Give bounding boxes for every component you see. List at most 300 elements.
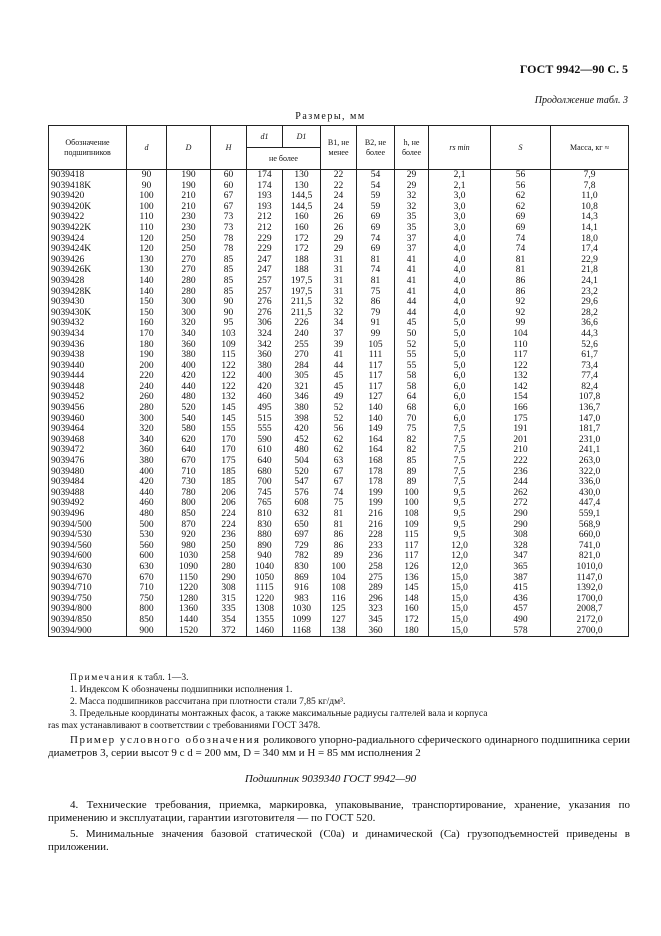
cell-value: 321 (283, 382, 321, 393)
cell-value: 100 (127, 191, 167, 202)
table-notes (48, 672, 628, 732)
cell-value: 32 (321, 308, 357, 319)
cell-value: 199 (357, 498, 395, 509)
cell-value: 290 (491, 509, 551, 520)
cell-value: 710 (127, 583, 167, 594)
cell-value: 983 (283, 594, 321, 605)
cell-value: 154 (491, 392, 551, 403)
cell-value: 212 (247, 223, 283, 234)
cell-value: 85 (211, 287, 247, 298)
table-row (49, 562, 629, 573)
note-3: 3. Предельные координаты монтажных фасок, а также максимальные радиусы галтелей вала и корпуса (70, 709, 488, 719)
cell-value: 680 (247, 467, 283, 478)
cell-value: 800 (167, 498, 211, 509)
col-d-header: d (127, 126, 167, 170)
cell-value: 1040 (247, 562, 283, 573)
cell-value: 90 (127, 170, 167, 181)
cell-value: 55 (395, 361, 429, 372)
cell-value: 1220 (167, 583, 211, 594)
cell-value: 850 (167, 509, 211, 520)
cell-value: 578 (491, 626, 551, 637)
cell-value: 260 (127, 392, 167, 403)
cell-value: 495 (247, 403, 283, 414)
cell-designation: 9039428K (49, 287, 127, 298)
cell-value: 2,1 (429, 170, 491, 181)
cell-value: 320 (167, 318, 211, 329)
cell-value: 74 (491, 234, 551, 245)
cell-value: 100 (395, 488, 429, 499)
cell-value: 250 (211, 541, 247, 552)
cell-value: 150 (127, 297, 167, 308)
table-row (49, 276, 629, 287)
note-3-cont: ras max устанавливают в соответствии с требованиями ГОСТ 3478. (48, 721, 321, 731)
cell-value: 116 (321, 594, 357, 605)
cell-value: 22,9 (551, 255, 629, 266)
cell-value: 250 (167, 244, 211, 255)
cell-value: 108 (321, 583, 357, 594)
cell-value: 520 (167, 403, 211, 414)
paragraph-4: 4. Технические требования, приемка, маркировка, упаковывание, транспортирование, хранение, указания по применению и эксплуатации, гарантии изготовителя — по ГОСТ 520. (48, 799, 630, 824)
cell-value: 780 (167, 488, 211, 499)
cell-value: 41 (395, 265, 429, 276)
table-row (49, 604, 629, 615)
cell-value: 415 (491, 583, 551, 594)
cell-value: 306 (247, 318, 283, 329)
cell-value: 190 (127, 350, 167, 361)
cell-designation: 9039460 (49, 414, 127, 425)
cell-value: 122 (491, 361, 551, 372)
cell-value: 210 (167, 202, 211, 213)
cell-value: 24,1 (551, 276, 629, 287)
cell-value: 530 (127, 530, 167, 541)
cell-value: 28,2 (551, 308, 629, 319)
cell-value: 3,0 (429, 191, 491, 202)
cell-value: 140 (357, 414, 395, 425)
cell-value: 9,5 (429, 498, 491, 509)
cell-value: 75 (395, 424, 429, 435)
cell-value: 86 (491, 276, 551, 287)
cell-value: 365 (491, 562, 551, 573)
cell-value: 305 (283, 371, 321, 382)
cell-value: 322,0 (551, 467, 629, 478)
cell-value: 199 (357, 488, 395, 499)
cell-value: 380 (127, 456, 167, 467)
cell-value: 17,4 (551, 244, 629, 255)
cell-value: 144,5 (283, 202, 321, 213)
cell-value: 4,0 (429, 297, 491, 308)
cell-value: 220 (127, 371, 167, 382)
cell-value: 880 (247, 530, 283, 541)
cell-value: 85 (211, 255, 247, 266)
cell-designation: 9039432 (49, 318, 127, 329)
cell-value: 160 (283, 212, 321, 223)
cell-value: 175 (211, 456, 247, 467)
table-row (49, 329, 629, 340)
cell-value: 99 (357, 329, 395, 340)
col-B1-header: B1, не менее (321, 126, 357, 170)
cell-value: 122 (211, 371, 247, 382)
cell-value: 29 (321, 234, 357, 245)
cell-value: 78 (211, 234, 247, 245)
cell-value: 107,8 (551, 392, 629, 403)
cell-value: 608 (283, 498, 321, 509)
table-row (49, 350, 629, 361)
cell-value: 380 (283, 403, 321, 414)
table-row (49, 424, 629, 435)
cell-value: 296 (357, 594, 395, 605)
cell-value: 58 (395, 382, 429, 393)
cell-value: 4,0 (429, 255, 491, 266)
table-row (49, 403, 629, 414)
cell-value: 916 (283, 583, 321, 594)
cell-value: 276 (247, 297, 283, 308)
cell-value: 276 (247, 308, 283, 319)
cell-value: 89 (395, 467, 429, 478)
col-H-header: H (211, 126, 247, 170)
col-D-header: D (167, 126, 211, 170)
note-1: 1. Индексом K обозначены подшипники исполнения 1. (70, 685, 293, 695)
cell-value: 150 (127, 308, 167, 319)
cell-designation: 9039440 (49, 361, 127, 372)
cell-value: 104 (321, 573, 357, 584)
cell-value: 1090 (167, 562, 211, 573)
table-row (49, 615, 629, 626)
cell-value: 180 (127, 340, 167, 351)
cell-value: 810 (247, 509, 283, 520)
cell-value: 69 (491, 223, 551, 234)
cell-value: 160 (127, 318, 167, 329)
cell-value: 236 (357, 551, 395, 562)
cell-value: 830 (247, 520, 283, 531)
cell-value: 185 (211, 467, 247, 478)
cell-value: 54 (357, 181, 395, 192)
table-row (49, 170, 629, 181)
cell-value: 109 (211, 340, 247, 351)
cell-designation: 90394/560 (49, 541, 127, 552)
cell-value: 92 (491, 308, 551, 319)
cell-value: 335 (211, 604, 247, 615)
cell-designation: 90394/630 (49, 562, 127, 573)
cell-value: 280 (167, 287, 211, 298)
cell-value: 590 (247, 435, 283, 446)
col-ne-bolee-header: не более (247, 148, 321, 170)
bearing-dimensions-table (48, 125, 629, 637)
cell-value: 130 (283, 170, 321, 181)
cell-value: 56 (491, 181, 551, 192)
cell-value: 37 (321, 329, 357, 340)
cell-designation: 9039484 (49, 477, 127, 488)
cell-value: 24 (321, 202, 357, 213)
cell-value: 447,4 (551, 498, 629, 509)
cell-value: 81 (491, 265, 551, 276)
notes-title: Примечания к табл. 1—3. (70, 673, 189, 683)
cell-value: 29 (395, 170, 429, 181)
cell-value: 9,5 (429, 488, 491, 499)
cell-value: 145 (211, 403, 247, 414)
cell-value: 130 (283, 181, 321, 192)
cell-value: 226 (283, 318, 321, 329)
table-row (49, 551, 629, 562)
table-row (49, 498, 629, 509)
cell-designation: 9039422 (49, 212, 127, 223)
table-row (49, 318, 629, 329)
cell-value: 520 (283, 467, 321, 478)
cell-designation: 9039464 (49, 424, 127, 435)
cell-value: 52 (321, 403, 357, 414)
cell-value: 181,7 (551, 424, 629, 435)
cell-value: 5,0 (429, 340, 491, 351)
cell-value: 200 (127, 361, 167, 372)
cell-value: 73,4 (551, 361, 629, 372)
cell-value: 870 (167, 520, 211, 531)
cell-value: 63 (321, 456, 357, 467)
cell-value: 336,0 (551, 477, 629, 488)
cell-value: 6,0 (429, 414, 491, 425)
cell-value: 1220 (247, 594, 283, 605)
cell-value: 32 (395, 202, 429, 213)
cell-value: 11,0 (551, 191, 629, 202)
cell-value: 32 (395, 191, 429, 202)
cell-value: 81 (357, 255, 395, 266)
cell-value: 91 (357, 318, 395, 329)
table-row (49, 202, 629, 213)
table-row (49, 488, 629, 499)
cell-value: 6,0 (429, 392, 491, 403)
cell-designation: 9039426K (49, 265, 127, 276)
cell-value: 32 (321, 297, 357, 308)
cell-value: 247 (247, 255, 283, 266)
cell-value: 258 (357, 562, 395, 573)
cell-value: 190 (167, 170, 211, 181)
cell-value: 380 (247, 361, 283, 372)
cell-value: 180 (395, 626, 429, 637)
cell-value: 300 (167, 308, 211, 319)
cell-value: 56 (491, 170, 551, 181)
col-d1-header: d1 (247, 126, 283, 148)
cell-value: 44,3 (551, 329, 629, 340)
cell-value: 59 (357, 202, 395, 213)
cell-value: 231,0 (551, 435, 629, 446)
cell-value: 340 (127, 435, 167, 446)
cell-value: 62 (491, 202, 551, 213)
cell-value: 241,1 (551, 445, 629, 456)
cell-value: 700 (247, 477, 283, 488)
cell-designation: 9039492 (49, 498, 127, 509)
cell-designation: 9039480 (49, 467, 127, 478)
cell-designation: 9039418K (49, 181, 127, 192)
cell-value: 3,0 (429, 223, 491, 234)
cell-value: 900 (127, 626, 167, 637)
cell-value: 222 (491, 456, 551, 467)
cell-value: 75 (357, 287, 395, 298)
cell-value: 92 (491, 297, 551, 308)
cell-value: 1392,0 (551, 583, 629, 594)
cell-value: 3,0 (429, 202, 491, 213)
cell-value: 74 (491, 244, 551, 255)
cell-value: 69 (357, 212, 395, 223)
table-row (49, 573, 629, 584)
cell-value: 240 (283, 329, 321, 340)
cell-value: 52 (321, 414, 357, 425)
cell-designation: 9039444 (49, 371, 127, 382)
table-row (49, 308, 629, 319)
cell-value: 50 (395, 329, 429, 340)
cell-value: 660,0 (551, 530, 629, 541)
table-row (49, 287, 629, 298)
cell-value: 49 (321, 392, 357, 403)
cell-value: 4,0 (429, 234, 491, 245)
cell-value: 67 (211, 202, 247, 213)
cell-value: 1115 (247, 583, 283, 594)
cell-value: 15,0 (429, 626, 491, 637)
col-B2-header: B2, не более (357, 126, 395, 170)
cell-value: 258 (211, 551, 247, 562)
cell-value: 164 (357, 435, 395, 446)
cell-value: 515 (247, 414, 283, 425)
cell-value: 86 (491, 287, 551, 298)
cell-value: 115 (395, 530, 429, 541)
cell-value: 89 (395, 477, 429, 488)
table-row (49, 456, 629, 467)
cell-designation: 9039422K (49, 223, 127, 234)
cell-value: 14,1 (551, 223, 629, 234)
cell-value: 41 (321, 350, 357, 361)
col-designation-header: Обозначение подшипников (49, 126, 127, 170)
cell-designation: 9039438 (49, 350, 127, 361)
cell-value: 132 (491, 371, 551, 382)
cell-value: 90 (211, 297, 247, 308)
cell-value: 136 (395, 573, 429, 584)
cell-value: 600 (127, 551, 167, 562)
cell-value: 360 (357, 626, 395, 637)
cell-value: 12,0 (429, 541, 491, 552)
cell-value: 1355 (247, 615, 283, 626)
cell-value: 18,0 (551, 234, 629, 245)
cell-value: 15,0 (429, 594, 491, 605)
cell-value: 132 (211, 392, 247, 403)
cell-designation: 90394/710 (49, 583, 127, 594)
cell-value: 7,5 (429, 477, 491, 488)
cell-value: 23,2 (551, 287, 629, 298)
cell-value: 61,7 (551, 350, 629, 361)
cell-value: 89 (321, 551, 357, 562)
cell-value: 73 (211, 223, 247, 234)
cell-value: 6,0 (429, 403, 491, 414)
cell-value: 31 (321, 276, 357, 287)
cell-value: 130 (127, 265, 167, 276)
cell-value: 354 (211, 615, 247, 626)
cell-value: 206 (211, 498, 247, 509)
cell-value: 300 (127, 414, 167, 425)
cell-value: 15,0 (429, 583, 491, 594)
cell-value: 111 (357, 350, 395, 361)
cell-value: 77,4 (551, 371, 629, 382)
cell-value: 22 (321, 170, 357, 181)
cell-value: 2008,7 (551, 604, 629, 615)
cell-value: 178 (357, 467, 395, 478)
cell-value: 240 (127, 382, 167, 393)
cell-value: 168 (357, 456, 395, 467)
page-header: ГОСТ 9942—90 С. 5 (519, 62, 628, 76)
table-continuation-label: Продолжение табл. 3 (534, 95, 628, 106)
cell-value: 4,0 (429, 276, 491, 287)
cell-value: 85 (395, 456, 429, 467)
cell-value: 125 (321, 604, 357, 615)
cell-value: 75 (321, 498, 357, 509)
cell-value: 4,0 (429, 265, 491, 276)
cell-value: 308 (211, 583, 247, 594)
cell-designation: 9039420K (49, 202, 127, 213)
cell-value: 188 (283, 255, 321, 266)
cell-value: 140 (127, 276, 167, 287)
cell-designation: 9039420 (49, 191, 127, 202)
cell-value: 211,5 (283, 297, 321, 308)
cell-value: 320 (127, 424, 167, 435)
cell-value: 31 (321, 287, 357, 298)
cell-value: 224 (211, 520, 247, 531)
cell-value: 3,0 (429, 212, 491, 223)
table-row (49, 392, 629, 403)
cell-value: 290 (491, 520, 551, 531)
cell-value: 850 (127, 615, 167, 626)
cell-value: 145 (395, 583, 429, 594)
col-S-header: S (491, 126, 551, 170)
cell-value: 559,1 (551, 509, 629, 520)
cell-value: 110 (127, 212, 167, 223)
cell-value: 710 (167, 467, 211, 478)
cell-value: 270 (283, 350, 321, 361)
cell-value: 5,0 (429, 350, 491, 361)
cell-value: 270 (167, 265, 211, 276)
cell-value: 81 (491, 255, 551, 266)
table-row (49, 244, 629, 255)
cell-value: 144,5 (283, 191, 321, 202)
cell-value: 110 (127, 223, 167, 234)
cell-value: 37 (395, 234, 429, 245)
cell-value: 280 (211, 562, 247, 573)
cell-value: 45 (395, 318, 429, 329)
cell-value: 452 (283, 435, 321, 446)
cell-value: 745 (247, 488, 283, 499)
table-row (49, 520, 629, 531)
cell-value: 400 (127, 467, 167, 478)
cell-value: 108 (395, 509, 429, 520)
cell-value: 342 (247, 340, 283, 351)
cell-value: 610 (247, 445, 283, 456)
cell-value: 201 (491, 435, 551, 446)
cell-value: 1030 (283, 604, 321, 615)
cell-value: 263,0 (551, 456, 629, 467)
cell-value: 800 (127, 604, 167, 615)
cell-value: 290 (211, 573, 247, 584)
table-row (49, 361, 629, 372)
cell-value: 504 (283, 456, 321, 467)
cell-value: 62 (321, 435, 357, 446)
cell-designation: 90394/850 (49, 615, 127, 626)
table-row (49, 255, 629, 266)
cell-value: 35 (395, 223, 429, 234)
cell-value: 95 (211, 318, 247, 329)
cell-designation: 9039452 (49, 392, 127, 403)
cell-value: 99 (491, 318, 551, 329)
cell-value: 56 (321, 424, 357, 435)
cell-value: 7,5 (429, 424, 491, 435)
cell-value: 890 (247, 541, 283, 552)
cell-value: 250 (167, 234, 211, 245)
cell-designation: 9039424 (49, 234, 127, 245)
cell-value: 1460 (247, 626, 283, 637)
cell-value: 5,0 (429, 318, 491, 329)
